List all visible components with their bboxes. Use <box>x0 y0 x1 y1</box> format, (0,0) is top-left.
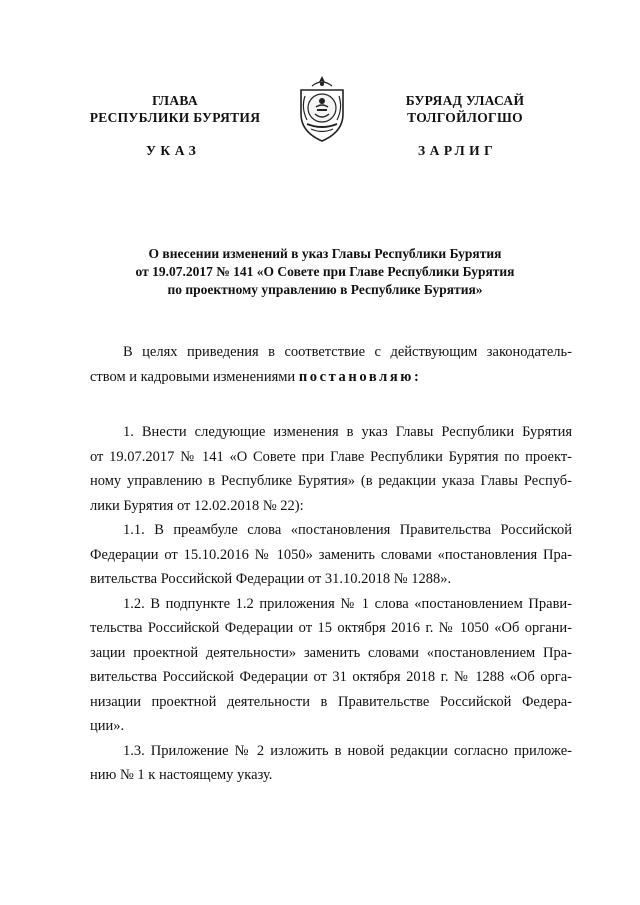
item-1-line: лики Бурятия от 12.02.2018 № 22): <box>90 497 304 514</box>
header-right <box>380 92 550 126</box>
item-1-line: от 19.07.2017 № 141 «О Совете при Главе Республики Бурятия по проект- <box>90 448 572 465</box>
preamble-paragraph <box>90 340 572 389</box>
title-line: О внесении изменений в указ Главы Республики Бурятия <box>148 246 502 261</box>
preamble-line: В целях приведения в соответствие с действующим законодатель- <box>123 344 572 360</box>
preamble-text: ством и кадровыми изменениями <box>90 368 299 385</box>
item-1-1-line: вительства Российской Федерации от 31.10.2018 № 1288». <box>90 571 452 587</box>
header-left-line2: РЕСПУБЛИКИ БУРЯТИЯ <box>89 110 261 125</box>
decree-word: постановляю: <box>298 368 422 385</box>
item-1-1-line: Федерации от 15.10.2016 № 1050» заменить словами «постановления Пра- <box>90 546 572 563</box>
header-right-doc-type: ЗАРЛИГ <box>418 143 498 158</box>
item-1-2-line: ции». <box>90 718 125 734</box>
title-line: от 19.07.2017 № 141 «О Совете при Главе Республики Бурятия <box>135 264 515 279</box>
item-1-2-line: вительства Российской Федерации от 31 октября 2018 г. № 1288 «Об орга- <box>90 669 572 685</box>
header-right-line1: БУРЯАД УЛАСАЙ <box>405 93 525 108</box>
header-left-line1: ГЛАВА <box>152 93 198 108</box>
coat-of-arms-icon <box>295 74 349 144</box>
header-right-line2: ТОЛГОЙЛОГШО <box>407 110 523 125</box>
header-left <box>80 92 270 126</box>
item-1-line: 1. Внести следующие изменения в указ Главы Республики Бурятия <box>123 424 572 440</box>
item-1-3-line: 1.3. Приложение № 2 изложить в новой редакции согласно приложе- <box>123 742 572 759</box>
document-title <box>80 245 570 299</box>
item-1-3-line: нию № 1 к настоящему указу. <box>90 767 273 783</box>
item-1-2-line: тельства Российской Федерации от 15 октября 2016 г. № 1050 «Об органи- <box>90 620 572 636</box>
item-1-2-line: 1.2. В подпункте 1.2 приложения № 1 слова «постановлением Прави- <box>123 595 572 612</box>
item-1-2-line: зации проектной деятельности» заменить словами «постановлением Пра- <box>90 644 572 661</box>
item-1-2-line: низации проектной деятельности в Правительстве Российской Федера- <box>90 693 572 710</box>
item-1-line: ному управлению в Республике Бурятия» (в редакции указа Главы Респуб- <box>90 473 572 489</box>
header-left-doc-type: УКАЗ <box>146 143 201 158</box>
decree-items <box>90 420 572 788</box>
item-1-1-line: 1.1. В преамбуле слова «постановления Правительства Российской <box>123 522 572 538</box>
preamble-line <box>90 365 572 390</box>
title-line: по проектному управлению в Республике Бурятия» <box>167 282 483 297</box>
